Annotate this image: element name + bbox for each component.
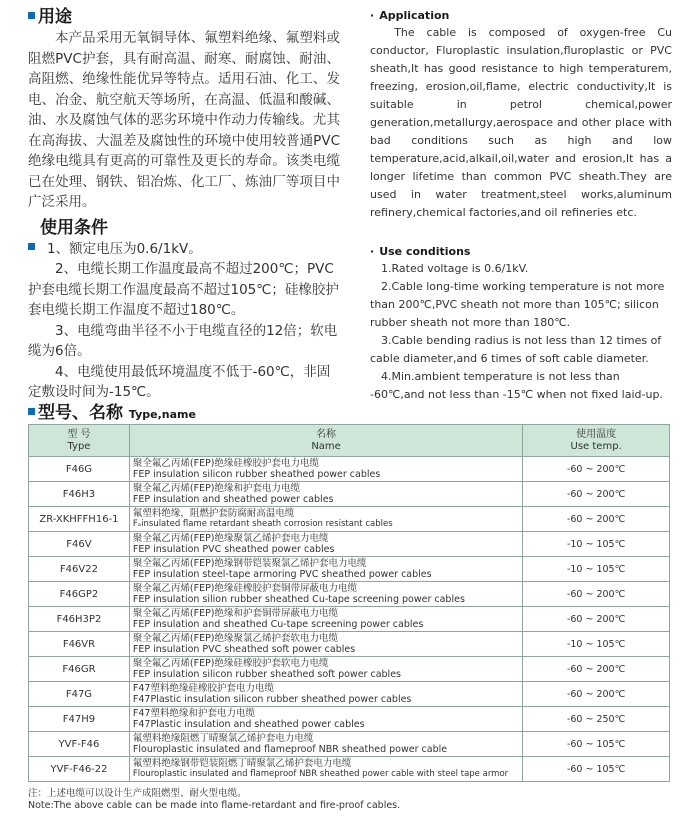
use-conditions-heading: · Use conditions: [370, 245, 471, 258]
cell-name: 聚全氟乙丙烯(FEP)绝缘硅橡胶护套软电力电缆 FEP insulation silicon rubber sheathed soft power cables: [129, 657, 522, 682]
cell-name: 聚全氟乙丙烯(FEP)绝缘硅橡胶护套电力电缆 FEP insulation silicon rubber sheathed power cables: [129, 457, 522, 482]
table-row: [29, 582, 670, 607]
condition-item: 2、电缆长期工作温度最高不超过200℃；PVC护套电缆长期工作温度最高不超过105℃；硅橡胶护套电缆长期工作温度不超过180℃。: [28, 261, 339, 318]
table-row: [29, 457, 670, 482]
cell-type: F46V22: [29, 557, 130, 582]
left-column: [28, 6, 340, 403]
table-row: [29, 707, 670, 732]
cell-type: F46H3P2: [29, 607, 130, 632]
condition-item: 3、电缆弯曲半径不小于电缆直径的12倍；软电缆为6倍。: [28, 322, 338, 359]
table-row: [29, 507, 670, 532]
table-row: [29, 482, 670, 507]
cell-temp: -10 ~ 105℃: [523, 632, 670, 657]
table-row: [29, 657, 670, 682]
table-row: [29, 607, 670, 632]
use-conditions-list: [370, 260, 672, 404]
header-temp: 使用温度 Use temp.: [523, 425, 670, 457]
cell-temp: -10 ~ 105℃: [523, 557, 670, 582]
spec-table: [28, 424, 670, 782]
cell-temp: -60 ~ 200℃: [523, 607, 670, 632]
cell-type: F46VR: [29, 632, 130, 657]
cell-name: 聚全氟乙丙烯(FEP)绝缘钢带铠装聚氯乙烯护套电力电缆 FEP insulation steel-tape armoring PVC sheathed power cables: [129, 557, 522, 582]
cell-name: F47塑料绝缘硅橡胶护套电力电缆 F47Plastic insulation silicon rubber sheathed power cables: [129, 682, 522, 707]
cell-temp: -10 ~ 105℃: [523, 532, 670, 557]
cell-name: F47塑料绝缘和护套电力电缆 F47Plastic insulation and sheathed power cables: [129, 707, 522, 732]
table-row: [29, 557, 670, 582]
conditions-list: [28, 239, 340, 403]
usage-heading: 用途: [28, 6, 340, 28]
application-heading: · Application: [370, 9, 450, 22]
note-zh: 注：上述电缆可以设计生产成阻燃型、耐火型电缆。: [28, 788, 247, 799]
cell-type: F46G: [29, 457, 130, 482]
cell-type: F47G: [29, 682, 130, 707]
cell-type: F46H3: [29, 482, 130, 507]
cell-type: F46V: [29, 532, 130, 557]
cell-type: F47H9: [29, 707, 130, 732]
conditions-heading: 使用条件: [40, 217, 108, 238]
cell-name: 氟塑料绝缘阻燃丁晴聚氯乙烯护套电力电缆 Flouroplastic insulated and flameproof NBR sheathed power cable: [129, 732, 522, 757]
cell-name: 氟塑料绝缘，阻燃护套防腐耐高温电缆 Fₐinsulated flame retardant sheath corrosion resistant cables: [129, 507, 522, 532]
cell-name: 聚全氟乙丙烯(FEP)绝缘聚氯乙烯护套软电力电缆 FEP insulation PVC sheathed soft power cables: [129, 632, 522, 657]
table-row: [29, 757, 670, 782]
cell-temp: -60 ~ 105℃: [523, 757, 670, 782]
square-bullet-icon: [28, 12, 35, 19]
cell-name: 聚全氟乙丙烯(FEP)绝缘和护套电力电缆 FEP insulation and sheathed power cables: [129, 482, 522, 507]
cell-name: 聚全氟乙丙烯(FEP)绝缘聚氯乙烯护套电力电缆 FEP insulation PVC sheathed power cables: [129, 532, 522, 557]
cell-temp: -60 ~ 105℃: [523, 732, 670, 757]
cell-type: F46GR: [29, 657, 130, 682]
cell-temp: -60 ~ 200℃: [523, 657, 670, 682]
cell-type: F46GP2: [29, 582, 130, 607]
cell-type: YVF-F46: [29, 732, 130, 757]
condition-item: 1、额定电压为0.6/1kV。: [28, 239, 340, 260]
table-row: [29, 732, 670, 757]
cell-temp: -60 ~ 200℃: [523, 507, 670, 532]
right-column: [370, 8, 672, 404]
application-paragraph: The cable is composed of oxygen-free Cu conductor, Fluroplastic insulation,fluroplastic or PVC sheath,It has good resistance to high temperaturem, freezing, erosion,oil,flame, electric conductivity,It is suitable in petrol chemical,power generation,metallurgy,aerospace and other place with bad conditions such as high and low temperature,acid,alkail,oil,water and erosion,It has a longer lifetime than common PVC sheath.They are used in water treatment,steel works,aluminum refinery,chemical factories,and oil refineries etc.: [370, 26, 672, 219]
table-section-heading: 型号、名称 Type,name: [28, 398, 196, 423]
header-type: 型 号 Type: [29, 425, 130, 457]
table-row: [29, 632, 670, 657]
header-name: 名称 Name: [129, 425, 522, 457]
dot-bullet-icon: ·: [370, 245, 375, 258]
use-condition-item: 4.Min.ambient temperature is not less than -60℃,and not less than -15℃ when not fixed laid-up.: [370, 370, 663, 401]
cell-type: YVF-F46-22: [29, 757, 130, 782]
dot-bullet-icon: ·: [370, 9, 375, 22]
cell-temp: -60 ~ 250℃: [523, 707, 670, 732]
cell-name: 聚全氟乙丙烯(FEP)绝缘硅橡胶护套铜带屏蔽电力电缆 FEP insulation silion rubber sheathed Cu-tape screening power cables: [129, 582, 522, 607]
cell-type: ZR-XKHFFH16-1: [29, 507, 130, 532]
cell-temp: -60 ~ 200℃: [523, 457, 670, 482]
table-row: [29, 532, 670, 557]
cell-temp: -60 ~ 200℃: [523, 482, 670, 507]
use-condition-item: 1.Rated voltage is 0.6/1kV.: [381, 262, 529, 275]
cell-name: 氟塑料绝缘钢带铠装阻燃丁晴聚氯乙烯护套电力电缆 Flouroplastic insulated and flameproof NBR sheathed power cable with steel tape armor: [129, 757, 522, 782]
cell-temp: -60 ~ 200℃: [523, 582, 670, 607]
use-condition-item: 2.Cable long-time working temperature is not more than 200℃,PVC sheath not more than 105℃; silicon rubber sheath not more than 180℃.: [370, 280, 665, 329]
cell-name: 聚全氟乙丙烯(FEP)绝缘和护套铜带屏蔽电力电缆 FEP insulation and sheathed Cu-tape screening power cables: [129, 607, 522, 632]
cell-temp: -60 ~ 200℃: [523, 682, 670, 707]
condition-item: 4、电缆使用最低环境温度不低于-60℃，非固定敷设时间为-15℃。: [28, 363, 331, 400]
square-bullet-icon: [28, 243, 35, 250]
table-header-row: [29, 425, 670, 457]
usage-paragraph: 本产品采用无氧铜导体、氟塑料绝缘、氟塑料或阻燃PVC护套，具有耐高温、耐寒、耐腐蚀、耐油、高阻燃、绝缘性能优异等特点。适用石油、化工、发电、冶金、航空航天等场所，在高温、低温和酸碱、油、水及腐蚀气体的恶劣环境中作动力传输线。尤其在高海拔、大温差及腐蚀性的环境中使用较普通PVC绝缘电缆具有更高的可靠性及更长的寿命。该类电缆已在处理、钢铁、铝冶炼、化工厂、炼油厂等项目中广泛采用。: [28, 30, 340, 210]
use-condition-item: 3.Cable bending radius is not less than 12 times of cable diameter,and 6 times of soft cable diameter.: [370, 334, 662, 365]
table-notes: [28, 788, 400, 812]
table-row: [29, 682, 670, 707]
square-bullet-icon: [28, 408, 35, 415]
note-en: Note:The above cable can be made into flame-retardant and fire-proof cables.: [28, 800, 401, 811]
